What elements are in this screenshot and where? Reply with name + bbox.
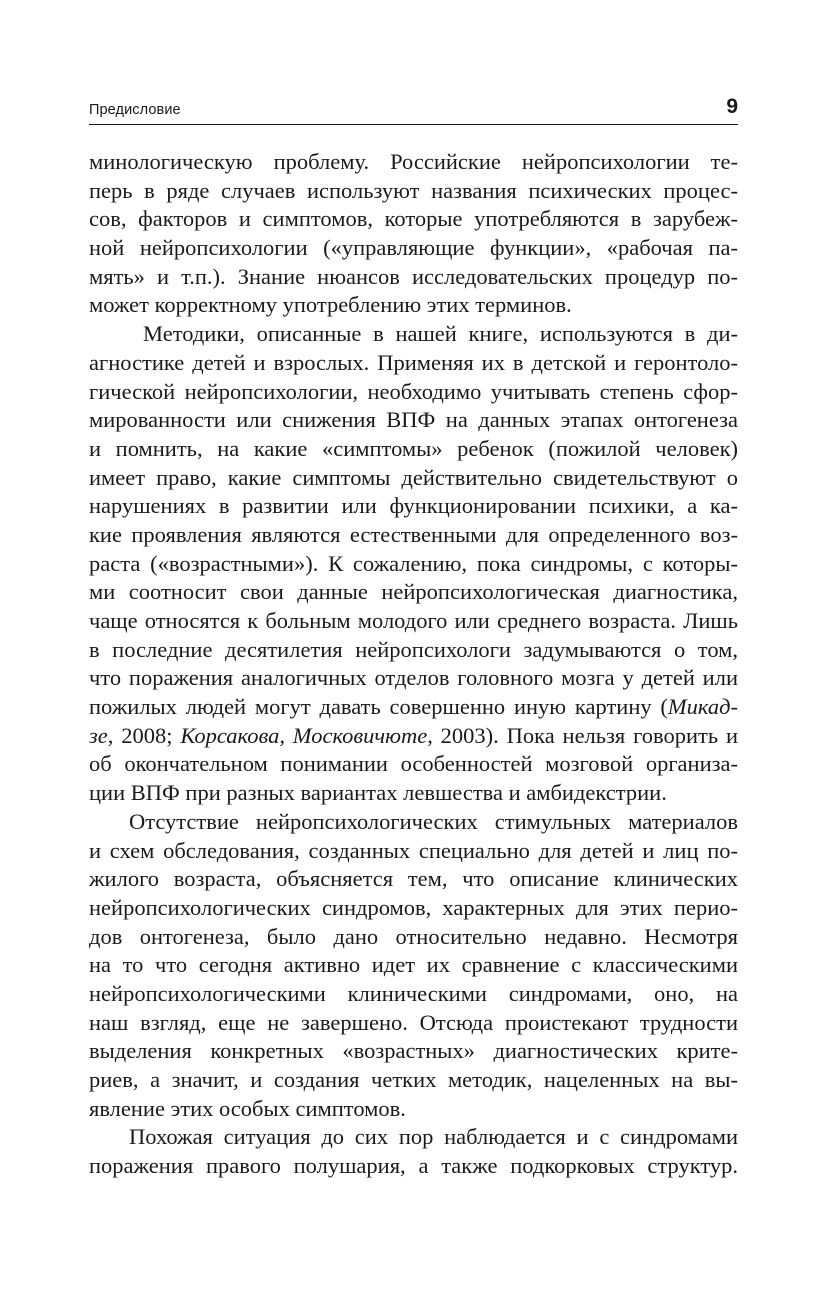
citation-year: , 2008; [107, 722, 181, 748]
citation-tail-text: , 2003). Пока нельзя говорить и [427, 722, 738, 748]
text-line: раста («возрастными»). К сожалению, пока синдромы, с которы- [89, 550, 738, 576]
text-line: явление этих особых симптомов. [89, 1095, 406, 1121]
page-number: 9 [726, 95, 738, 118]
text-line: минологическую проблему. Российские нейропсихологии те- [89, 149, 738, 174]
text-line: сов, факторов и симптомов, которые употребляются в зарубеж- [89, 206, 738, 232]
text-line: кие проявления являются естественными для определенного воз- [89, 521, 738, 547]
text-line: имеет право, какие симптомы действительно свидетельствуют о [89, 464, 738, 490]
text-line: Методики, описанные в нашей книге, используются в ди- [143, 321, 738, 347]
text-line: нарушениях в развитии или функционировании психики, а ка- [89, 493, 738, 519]
paragraph-1 [89, 148, 738, 320]
text-line: перь в ряде случаев используют названия психических процес- [89, 177, 738, 203]
text-line: чаще относятся к больным молодого или среднего возраста. Лишь [89, 608, 738, 633]
text-line: может корректному употреблению этих терминов. [89, 292, 572, 318]
text-line: и схем обследования, созданных специально для детей и лиц по- [89, 837, 738, 863]
paragraph-2 [89, 320, 738, 808]
citation-author: Микад- [667, 694, 738, 720]
text-line: Похожая ситуация до сих пор наблюдается и с синдромами [129, 1124, 738, 1150]
text-line: ми соотносит свои данные нейропсихологическая диагностика, [89, 579, 738, 605]
text-line: ной нейропсихологии («управляющие функции», «рабочая па- [89, 235, 738, 261]
text-line: об окончательном понимании особенностей мозговой организа- [89, 751, 738, 777]
text-line: мированности или снижения ВПФ на данных этапах онтогенеза [89, 407, 738, 433]
text-line: что поражения аналогичных отделов головного мозга у детей или [89, 665, 738, 691]
text-line: в последние десятилетия нейропсихологи задумываются о том, [89, 636, 738, 662]
text-line: поражения правого полушария, а также подкорковых структур. [89, 1153, 738, 1179]
text-line: агностике детей и взрослых. Применяя их в детской и геронтоло- [89, 349, 738, 375]
paragraph-3 [89, 808, 738, 1124]
text-line: нейропсихологическими клиническими синдромами, оно, на [89, 980, 738, 1006]
citation-author: зе [89, 722, 108, 748]
text-line: гической нейропсихологии, необходимо учитывать степень сфор- [89, 378, 738, 404]
text-line: риев, а значит, и создания четких методик, нацеленных на вы- [89, 1067, 738, 1092]
text-line-with-citation [89, 693, 738, 722]
text-line: жилого возраста, объясняется тем, что описание клинических [89, 866, 738, 892]
citation-lead-text: пожилых людей могут давать совершенно иную картину ( [89, 694, 668, 720]
text-line: выделения конкретных «возрастных» диагностических крите- [89, 1038, 738, 1064]
running-header [89, 92, 738, 125]
text-line: дов онтогенеза, было дано относительно недавно. Несмотря [89, 923, 738, 949]
text-line: ции ВПФ при разных вариантах левшества и амбидекстрии. [89, 780, 667, 806]
text-line-with-citation [89, 722, 738, 751]
text-line: на то что сегодня активно идет их сравнение с классическими [89, 952, 738, 978]
text-line: мять» и т.п.). Знание нюансов исследовательских процедур по- [89, 263, 738, 289]
text-line: и помнить, на какие «симптомы» ребенок (пожилой человек) [89, 435, 738, 461]
text-line: нейропсихологических синдромов, характерных для этих перио- [89, 894, 738, 920]
body-text [89, 148, 738, 1181]
paragraph-4 [89, 1123, 738, 1180]
text-line: наш взгляд, еще не завершено. Отсюда проистекают трудности [89, 1009, 738, 1035]
text-line: Отсутствие нейропсихологических стимульных материалов [129, 808, 738, 834]
section-title: Предисловие [89, 102, 181, 118]
citation-authors: Корсакова, Московичюте [180, 722, 428, 748]
